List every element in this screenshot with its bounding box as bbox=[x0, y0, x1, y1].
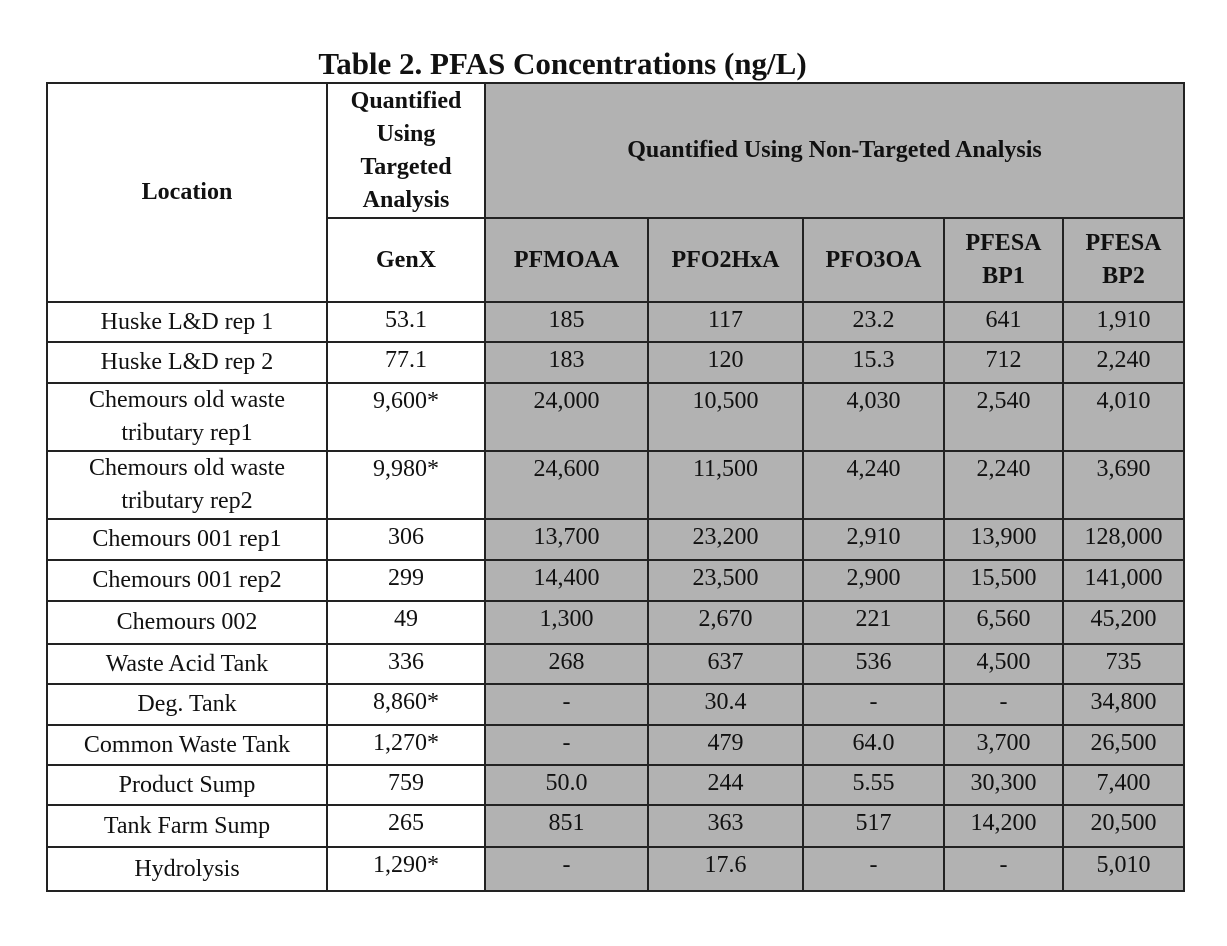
location-cell: Common Waste Tank bbox=[47, 725, 327, 765]
value-cell-pfo2hxa: 120 bbox=[648, 342, 803, 383]
value-cell-pfesa-bp1: 712 bbox=[944, 342, 1063, 383]
table-row bbox=[47, 765, 1184, 805]
value-cell-pfesa-bp1: 4,500 bbox=[944, 644, 1063, 684]
value-cell-pfmoaa: 24,000 bbox=[485, 383, 648, 451]
table-row bbox=[47, 847, 1184, 891]
value-cell-pfo2hxa: 244 bbox=[648, 765, 803, 805]
value-cell-pfesa-bp2: 4,010 bbox=[1063, 383, 1184, 451]
value-cell-pfesa-bp1: - bbox=[944, 847, 1063, 891]
value-cell-pfesa-bp1: 641 bbox=[944, 302, 1063, 342]
value-cell-pfo2hxa: 2,670 bbox=[648, 601, 803, 644]
location-cell: Hydrolysis bbox=[47, 847, 327, 891]
value-cell-pfesa-bp2: 34,800 bbox=[1063, 684, 1184, 725]
value-cell-pfo3oa: 23.2 bbox=[803, 302, 944, 342]
location-cell: Product Sump bbox=[47, 765, 327, 805]
value-cell-pfmoaa: 24,600 bbox=[485, 451, 648, 519]
value-cell-pfesa-bp1: 2,540 bbox=[944, 383, 1063, 451]
location-cell: Huske L&D rep 2 bbox=[47, 342, 327, 383]
value-cell-pfesa-bp2: 7,400 bbox=[1063, 765, 1184, 805]
value-cell-pfo3oa: 4,030 bbox=[803, 383, 944, 451]
location-cell: Chemours 001 rep2 bbox=[47, 560, 327, 601]
value-cell-pfesa-bp1: 30,300 bbox=[944, 765, 1063, 805]
location-cell: Deg. Tank bbox=[47, 684, 327, 725]
value-cell-pfo2hxa: 17.6 bbox=[648, 847, 803, 891]
value-cell-pfo3oa: 2,910 bbox=[803, 519, 944, 560]
value-cell-pfo3oa: - bbox=[803, 847, 944, 891]
column-header-pfmoaa: PFMOAA bbox=[485, 218, 648, 302]
value-cell-genx: 299 bbox=[327, 560, 485, 601]
value-cell-pfo2hxa: 23,200 bbox=[648, 519, 803, 560]
value-cell-genx: 1,290* bbox=[327, 847, 485, 891]
value-cell-pfo3oa: 221 bbox=[803, 601, 944, 644]
table-title: Table 2. PFAS Concentrations (ng/L) bbox=[318, 46, 807, 81]
value-cell-pfo2hxa: 11,500 bbox=[648, 451, 803, 519]
column-header-pfesa-bp1: PFESA BP1 bbox=[944, 218, 1063, 302]
value-cell-pfmoaa: 13,700 bbox=[485, 519, 648, 560]
value-cell-genx: 336 bbox=[327, 644, 485, 684]
column-header-pfesa-bp2: PFESA BP2 bbox=[1063, 218, 1184, 302]
location-cell: Chemours old waste tributary rep2 bbox=[47, 451, 327, 519]
targeted-header: Quantified Using Targeted Analysis bbox=[327, 83, 485, 218]
table-row bbox=[47, 684, 1184, 725]
value-cell-pfesa-bp2: 2,240 bbox=[1063, 342, 1184, 383]
value-cell-pfesa-bp1: 14,200 bbox=[944, 805, 1063, 847]
value-cell-pfesa-bp2: 45,200 bbox=[1063, 601, 1184, 644]
value-cell-pfmoaa: 1,300 bbox=[485, 601, 648, 644]
value-cell-pfo3oa: 536 bbox=[803, 644, 944, 684]
value-cell-pfesa-bp2: 26,500 bbox=[1063, 725, 1184, 765]
value-cell-pfmoaa: - bbox=[485, 847, 648, 891]
value-cell-pfesa-bp2: 141,000 bbox=[1063, 560, 1184, 601]
value-cell-pfesa-bp2: 5,010 bbox=[1063, 847, 1184, 891]
value-cell-pfmoaa: 183 bbox=[485, 342, 648, 383]
nontargeted-header: Quantified Using Non-Targeted Analysis bbox=[485, 83, 1184, 218]
value-cell-pfmoaa: 50.0 bbox=[485, 765, 648, 805]
value-cell-pfesa-bp1: 6,560 bbox=[944, 601, 1063, 644]
value-cell-genx: 49 bbox=[327, 601, 485, 644]
table-row bbox=[47, 560, 1184, 601]
value-cell-genx: 9,600* bbox=[327, 383, 485, 451]
value-cell-pfo2hxa: 637 bbox=[648, 644, 803, 684]
value-cell-pfmoaa: - bbox=[485, 725, 648, 765]
value-cell-genx: 1,270* bbox=[327, 725, 485, 765]
table-row bbox=[47, 342, 1184, 383]
location-cell: Chemours 002 bbox=[47, 601, 327, 644]
value-cell-pfesa-bp1: 13,900 bbox=[944, 519, 1063, 560]
value-cell-pfo2hxa: 30.4 bbox=[648, 684, 803, 725]
value-cell-genx: 306 bbox=[327, 519, 485, 560]
value-cell-genx: 8,860* bbox=[327, 684, 485, 725]
column-header-pfo2hxa: PFO2HxA bbox=[648, 218, 803, 302]
value-cell-pfo2hxa: 479 bbox=[648, 725, 803, 765]
table-row bbox=[47, 302, 1184, 342]
table-row bbox=[47, 519, 1184, 560]
value-cell-pfo2hxa: 117 bbox=[648, 302, 803, 342]
value-cell-pfesa-bp1: - bbox=[944, 684, 1063, 725]
value-cell-pfo2hxa: 23,500 bbox=[648, 560, 803, 601]
table-row bbox=[47, 451, 1184, 519]
table-row bbox=[47, 383, 1184, 451]
table-row bbox=[47, 601, 1184, 644]
value-cell-pfo3oa: 15.3 bbox=[803, 342, 944, 383]
value-cell-pfmoaa: 14,400 bbox=[485, 560, 648, 601]
location-cell: Huske L&D rep 1 bbox=[47, 302, 327, 342]
value-cell-pfo3oa: 64.0 bbox=[803, 725, 944, 765]
value-cell-pfmoaa: 851 bbox=[485, 805, 648, 847]
value-cell-pfmoaa: - bbox=[485, 684, 648, 725]
value-cell-pfesa-bp1: 2,240 bbox=[944, 451, 1063, 519]
value-cell-pfmoaa: 185 bbox=[485, 302, 648, 342]
value-cell-genx: 77.1 bbox=[327, 342, 485, 383]
table-row bbox=[47, 644, 1184, 684]
value-cell-pfo3oa: 2,900 bbox=[803, 560, 944, 601]
value-cell-pfo2hxa: 10,500 bbox=[648, 383, 803, 451]
location-cell: Waste Acid Tank bbox=[47, 644, 327, 684]
value-cell-pfo3oa: - bbox=[803, 684, 944, 725]
value-cell-genx: 759 bbox=[327, 765, 485, 805]
value-cell-pfesa-bp2: 3,690 bbox=[1063, 451, 1184, 519]
table-row bbox=[47, 725, 1184, 765]
value-cell-pfo3oa: 4,240 bbox=[803, 451, 944, 519]
column-header-genx: GenX bbox=[327, 218, 485, 302]
value-cell-pfo3oa: 5.55 bbox=[803, 765, 944, 805]
pfas-table bbox=[46, 82, 1185, 892]
location-cell: Chemours 001 rep1 bbox=[47, 519, 327, 560]
value-cell-pfesa-bp2: 735 bbox=[1063, 644, 1184, 684]
value-cell-pfesa-bp2: 128,000 bbox=[1063, 519, 1184, 560]
value-cell-genx: 265 bbox=[327, 805, 485, 847]
value-cell-pfo3oa: 517 bbox=[803, 805, 944, 847]
value-cell-genx: 9,980* bbox=[327, 451, 485, 519]
value-cell-pfesa-bp2: 1,910 bbox=[1063, 302, 1184, 342]
value-cell-pfesa-bp2: 20,500 bbox=[1063, 805, 1184, 847]
location-cell: Tank Farm Sump bbox=[47, 805, 327, 847]
value-cell-pfesa-bp1: 15,500 bbox=[944, 560, 1063, 601]
table-row bbox=[47, 805, 1184, 847]
value-cell-pfo2hxa: 363 bbox=[648, 805, 803, 847]
value-cell-pfesa-bp1: 3,700 bbox=[944, 725, 1063, 765]
column-header-pfo3oa: PFO3OA bbox=[803, 218, 944, 302]
value-cell-genx: 53.1 bbox=[327, 302, 485, 342]
location-header: Location bbox=[47, 83, 327, 302]
location-cell: Chemours old waste tributary rep1 bbox=[47, 383, 327, 451]
value-cell-pfmoaa: 268 bbox=[485, 644, 648, 684]
